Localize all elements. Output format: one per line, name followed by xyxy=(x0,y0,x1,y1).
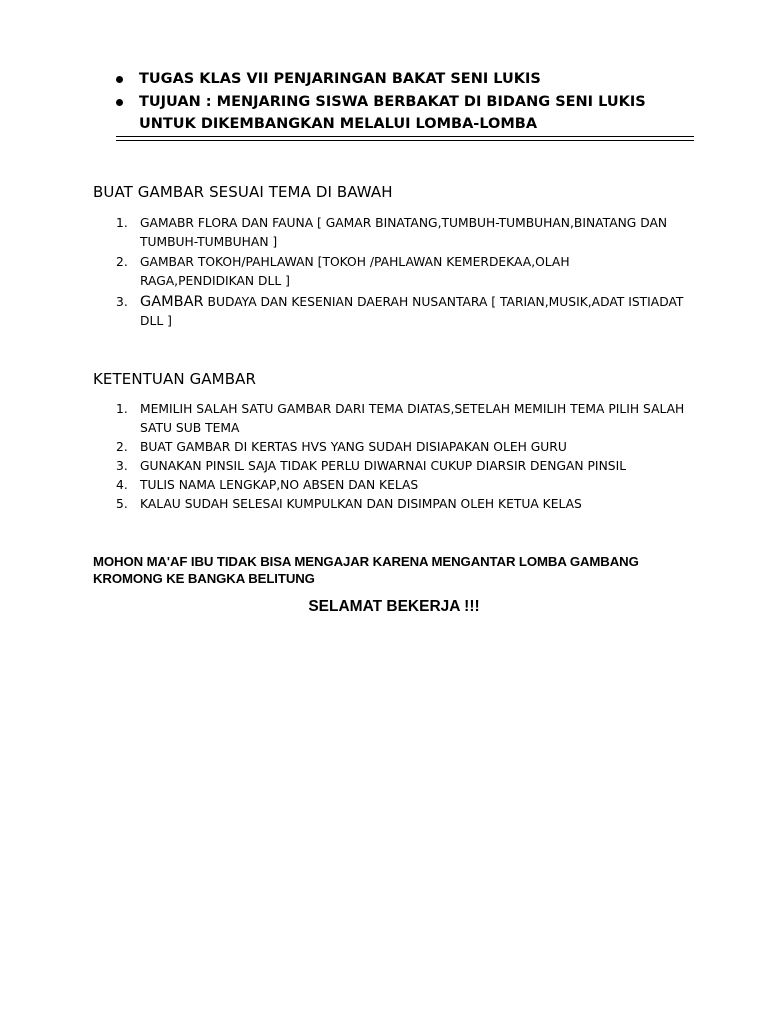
list-number: 1. xyxy=(116,402,128,416)
section-heading-theme: BUAT GAMBAR SESUAI TEMA DI BAWAH xyxy=(93,183,393,201)
list-number: 4. xyxy=(116,478,128,492)
closing-message: SELAMAT BEKERJA !!! xyxy=(308,598,480,615)
divider-line xyxy=(116,136,694,137)
rules-list-item xyxy=(116,495,686,514)
apology-note: MOHON MA'AF IBU TIDAK BISA MENGAJAR KARENA MENGANTAR LOMBA GAMBANG KROMONG KE BANGKA BELITUNG xyxy=(93,554,639,586)
list-number: 1. xyxy=(116,216,128,230)
theme-list-item xyxy=(116,253,686,291)
list-item-text: KALAU SUDAH SELESAI KUMPULKAN DAN DISIMPAN OLEH KETUA KELAS xyxy=(140,497,582,511)
rules-list-item xyxy=(116,438,686,457)
list-item-text: BUAT GAMBAR DI KERTAS HVS YANG SUDAH DISIAPAKAN OLEH GURU xyxy=(140,440,567,454)
list-number: 5. xyxy=(116,497,128,511)
list-item-text: GAMABR FLORA DAN FAUNA [ GAMAR BINATANG,TUMBUH-TUMBUHAN,BINATANG DAN TUMBUH-TUMBUHAN ] xyxy=(140,216,668,249)
theme-list xyxy=(116,214,686,331)
header-bullet-item xyxy=(116,91,696,136)
list-number: 3. xyxy=(116,459,128,473)
section-heading-rules: KETENTUAN GAMBAR xyxy=(93,370,256,388)
list-item-lead: GAMBAR xyxy=(140,294,204,310)
theme-list-item xyxy=(116,214,686,252)
rules-list-item xyxy=(116,457,686,476)
list-item-text: TULIS NAMA LENGKAP,NO ABSEN DAN KELAS xyxy=(140,478,419,492)
list-item-text: MEMILIH SALAH SATU GAMBAR DARI TEMA DIATAS,SETELAH MEMILIH TEMA PILIH SALAH SATU SUB TEMA xyxy=(140,402,685,435)
rules-list-item xyxy=(116,476,686,495)
rules-list-item xyxy=(116,400,686,438)
header-bullet-text: TUJUAN : MENJARING SISWA BERBAKAT DI BIDANG SENI LUKIS UNTUK DIKEMBANGKAN MELALUI LOMBA-LOMBA xyxy=(139,93,646,132)
header-bullet-item xyxy=(116,68,696,91)
theme-list-item xyxy=(116,293,686,331)
divider-line xyxy=(116,140,694,141)
list-number: 2. xyxy=(116,440,128,454)
list-number: 3. xyxy=(116,295,128,309)
list-number: 2. xyxy=(116,255,128,269)
list-item-text: GAMBAR TOKOH/PAHLAWAN [TOKOH /PAHLAWAN KEMERDEKAA,OLAH RAGA,PENDIDIKAN DLL ] xyxy=(140,255,570,288)
list-item-text: GUNAKAN PINSIL SAJA TIDAK PERLU DIWARNAI CUKUP DIARSIR DENGAN PINSIL xyxy=(140,459,627,473)
header-bullet-text: TUGAS KLAS VII PENJARINGAN BAKAT SENI LUKIS xyxy=(139,71,541,87)
bullet-icon xyxy=(116,99,123,106)
bullet-icon xyxy=(116,76,123,83)
header-bullet-list xyxy=(116,68,696,136)
list-item-text: BUDAYA DAN KESENIAN DAERAH NUSANTARA [ TARIAN,MUSIK,ADAT ISTIADAT DLL ] xyxy=(140,295,684,328)
rules-list xyxy=(116,400,686,514)
